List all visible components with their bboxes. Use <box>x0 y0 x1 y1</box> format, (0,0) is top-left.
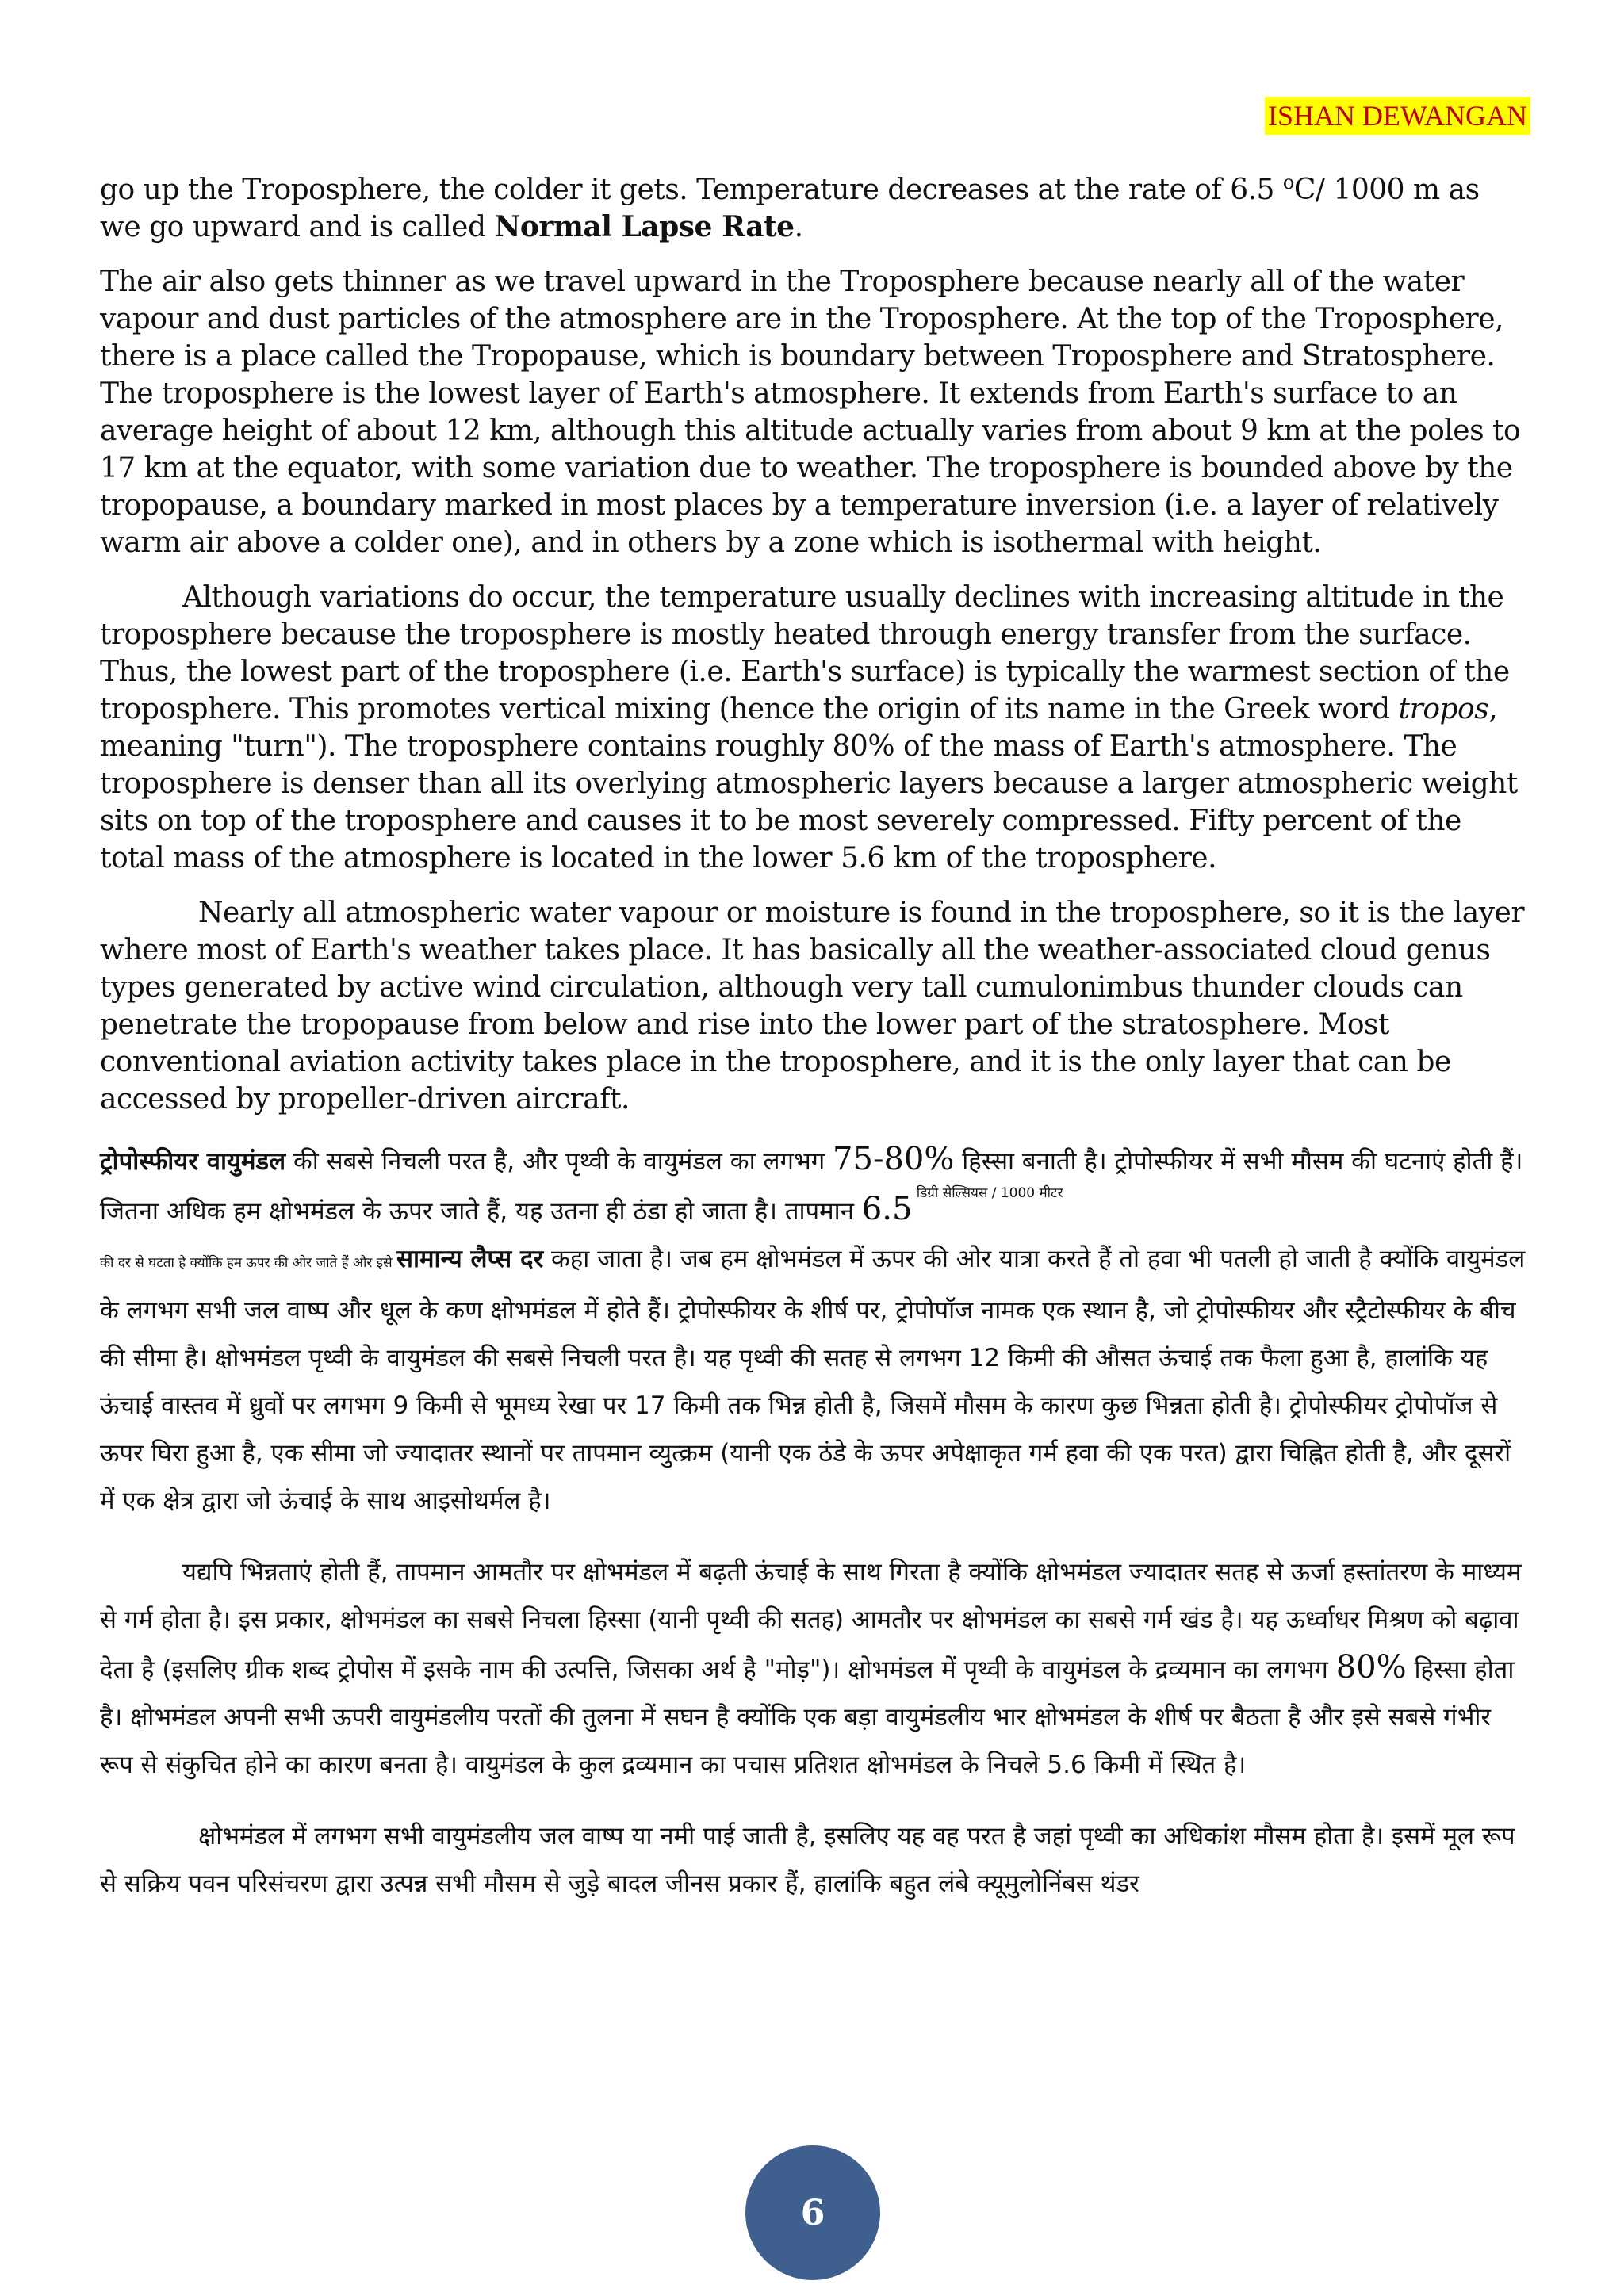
text-span: C/ 1000 m as we go upward and is called <box>100 174 1480 243</box>
paragraph-lapse-rate <box>100 171 1527 246</box>
tiny-rate-text: की दर से घटता है क्योंकि हम ऊपर की ओर जाते हैं और इसे <box>100 1255 397 1271</box>
hindi-paragraph-weather: क्षोभमंडल में लगभग सभी वायुमंडलीय जल वाष्प या नमी पाई जाती है, इसलिए यह वह परत है जहां पृथ्वी का अधिकांश मौसम होता है। इसमें मूल रूप से सक्रिय पवन परिसंचरण द्वारा उत्पन्न सभी मौसम से जुड़े बादल जीनस प्रकार हैं, हालांकि बहुत लंबे क्यूमुलोनिंबस थंडर <box>100 1822 1515 1898</box>
page-number-badge: 6 <box>745 2145 880 2280</box>
paragraph-temperature-decline <box>100 579 1527 877</box>
author-header: ISHAN DEWANGAN <box>1265 97 1530 135</box>
paragraph-tropopause: The air also gets thinner as we travel upward in the Troposphere because nearly all of the water vapour and dust particles of the atmosphere are in the Troposphere. At the top of the Troposphere, there is a place called the Tropopause, which is boundary between Troposphere and Stratosphere. The troposphere is the lowest layer of Earth's atmosphere. It extends from Earth's surface to an average height of about 12 km, although this altitude actually varies from about 9 km at the poles to 17 km at the equator, with some variation due to weather. The troposphere is bounded above by the tropopause, a boundary marked in most places by a temperature inversion (i.e. a layer of relatively warm air above a colder one), and in others by a zone which is isothermal with height. <box>100 266 1521 559</box>
text-span: हिस्सा बनाती है। ट्रोपोस्फीयर में सभी मौसम की घटनाएं होती हैं। जितना अधिक हम क्षोभमंडल के ऊपर जाते हैं, यह उतना ही ठंडा हो जाता है। तापमान <box>100 1147 1523 1226</box>
tiny-unit-text: डिग्री सेल्सियस / 1000 मीटर <box>912 1185 1063 1201</box>
text-span: कहा जाता है। जब हम क्षोभमंडल में ऊपर की ओर यात्रा करते हैं तो हवा भी पतली हो जाती है क्योंकि वायुमंडल के लगभग सभी जल वाष्प और धूल के कण क्षोभमंडल में होते हैं। ट्रोपोस्फीयर के शीर्ष पर, ट्रोपोपॉज नामक एक स्थान है, जो ट्रोपोस्फीयर और स्ट्रैटोस्फीयर के बीच की सीमा है। क्षोभमंडल पृथ्वी के वायुमंडल की सबसे निचली परत है। यह पृथ्वी की सतह से लगभग 12 किमी की औसत ऊंचाई तक फैला हुआ है, हालांकि यह ऊंचाई वास्तव में ध्रुवों पर लगभग 9 किमी से भूमध्य रेखा पर 17 किमी तक भिन्न होती है, जिसमें मौसम के कारण कुछ भिन्नता होती है। ट्रोपोस्फीयर ट्रोपोपॉज से ऊपर घिरा हुआ है, एक सीमा जो ज्यादातर स्थानों पर तापमान व्युत्क्रम (यानी एक ठंडे के ऊपर अपेक्षाकृत गर्म हवा की एक परत) द्वारा चिह्नित होती है, और दूसरों में एक क्षेत्र द्वारा जो ऊंचाई के साथ आइसोथर्मल है। <box>100 1245 1526 1515</box>
number-80: 80% <box>1335 1649 1407 1686</box>
hindi-paragraph-troposphere <box>100 1135 1527 1525</box>
term-tropos: tropos <box>1398 693 1489 725</box>
hindi-term-normal-lapse-rate: सामान्य लैप्स दर <box>396 1245 544 1273</box>
text-span: Although variations do occur, the temperature usually declines with increasing altitude in the troposphere because the troposphere is mostly heated through energy transfer from the surface. Thus, the lowest part of the troposphere (i.e. Earth's surface) is typically the warmest section of the troposphere. This promotes vertical mixing (hence the origin of its name in the Greek word <box>100 581 1510 725</box>
text-span: , meaning "turn"). The troposphere contains roughly 80% of the mass of Earth's atmosphere. The troposphere is denser than all its overlying atmospheric layers because a larger atmospheric weight sits on top of the troposphere and causes it to be most severely compressed. Fifty percent of the total mass of the atmosphere is located in the lower 5.6 km of the troposphere. <box>100 693 1518 874</box>
text-span: की सबसे निचली परत है, और पृथ्वी के वायुमंडल का लगभग <box>285 1147 833 1176</box>
text-span: हिस्सा होता है। क्षोभमंडल अपनी सभी ऊपरी वायुमंडलीय परतों की तुलना में सघन है क्योंकि एक बड़ा वायुमंडलीय भार क्षोभमंडल के शीर्ष पर बैठता है और इसे सबसे गंभीर रूप से संकुचित होने का कारण बनता है। वायुमंडल के कुल द्रव्यमान का पचास प्रतिशत क्षोभमंडल के निचले 5.6 किमी में स्थित है। <box>100 1655 1515 1779</box>
term-normal-lapse-rate: Normal Lapse Rate <box>494 210 795 243</box>
page-content <box>100 171 1527 1931</box>
text-span: go up the Troposphere, the colder it gets. Temperature decreases at the rate of 6.5 <box>100 174 1283 206</box>
hindi-term-troposphere: ट्रोपोस्फीयर वायुमंडल <box>100 1147 286 1176</box>
paragraph-weather: Nearly all atmospheric water vapour or moisture is found in the troposphere, so it is the layer where most of Earth's weather takes place. It has basically all the weather-associated cloud genus types generated by active wind circulation, although very tall cumulonimbus thunder clouds can penetrate the tropopause from below and rise into the lower part of the stratosphere. Most conventional aviation activity takes place in the troposphere, and it is the only layer that can be accessed by propeller-driven aircraft. <box>100 897 1525 1115</box>
text-span: यद्यपि भिन्नताएं होती हैं, तापमान आमतौर पर क्षोभमंडल में बढ़ती ऊंचाई के साथ गिरता है क्योंकि क्षोभमंडल ज्यादातर सतह से ऊर्जा हस्तांतरण के माध्यम से गर्म होता है। इस प्रकार, क्षोभमंडल का सबसे निचला हिस्सा (यानी पृथ्वी की सतह) आमतौर पर क्षोभमंडल का सबसे गर्म खंड है। यह ऊर्ध्वाधर मिश्रण को बढ़ावा देता है (इसलिए ग्रीक शब्द ट्रोपोस में इसके नाम की उत्पत्ति, जिसका अर्थ है "मोड़")। क्षोभमंडल में पृथ्वी के वायुमंडल के द्रव्यमान का लगभग <box>100 1558 1522 1684</box>
degree-superscript: o <box>1282 171 1294 193</box>
hindi-paragraph-temperature <box>100 1548 1527 1789</box>
text-span: . <box>794 211 803 243</box>
number-75-80: 75-80% <box>833 1141 955 1177</box>
number-6-5: 6.5 <box>861 1191 913 1227</box>
